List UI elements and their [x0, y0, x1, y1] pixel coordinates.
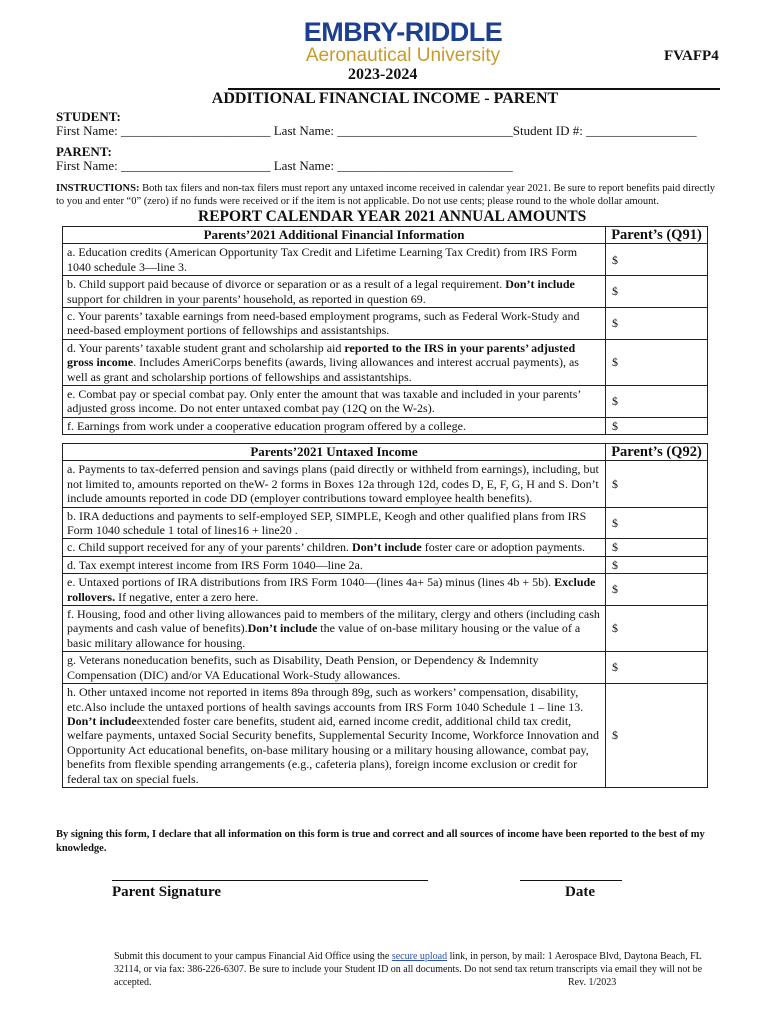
item-text: g. Veterans noneducation benefits, such as Disability, Death Pension, or Dependency & Indemnity Compensation (DIC) and/or VA Educational Work-Study allowances. — [67, 653, 539, 682]
amount-field[interactable]: $ — [606, 276, 708, 308]
item-description — [63, 652, 606, 684]
item-emphasis: Don’t include — [67, 713, 137, 728]
table-header: Parents’2021 Additional Financial Information — [63, 227, 606, 244]
table-row — [63, 308, 708, 340]
footer-text-end: link, in person, by mail: 1 Aerospace Blvd, Daytona Beach, FL 32114, or via fax: 386-226-6307. Be sure to include your Student ID on all documents. Do not send tax return transcripts via email they will not be accepted. — [114, 951, 703, 988]
item-description — [63, 684, 606, 788]
amount-column-header: Parent’s (Q92) — [606, 444, 708, 461]
item-description — [63, 276, 606, 308]
item-text: b. Child support paid because of divorce or separation or as a result of a legal requirement. — [67, 277, 506, 292]
table-row — [63, 684, 708, 788]
form-code: FVAFP4 — [664, 48, 719, 64]
table-row — [63, 507, 708, 539]
amount-field[interactable]: $ — [606, 339, 708, 385]
amount-column-header: Parent’s (Q91) — [606, 227, 708, 244]
table-header-row — [63, 444, 708, 461]
item-text: a. Payments to tax-deferred pension and savings plans (paid directly or withheld from earnings), including, but not limited to, amounts reported on theW- 2 forms in Boxes 12a through 12d, codes D, E, F, G, H and S. Don’t include amounts reported in code DD (employer contributions toward employee health benefits). — [67, 462, 599, 506]
item-description — [63, 308, 606, 340]
university-logo — [290, 18, 516, 66]
logo-wordmark: EMBRY-RIDDLE — [303, 17, 503, 47]
date-label: Date — [565, 884, 595, 900]
item-text-continued: If negative, enter a zero here. — [115, 589, 259, 604]
item-description — [63, 507, 606, 539]
amount-field[interactable]: $ — [606, 386, 708, 418]
date-line[interactable] — [520, 880, 622, 881]
parent-signature-label: Parent Signature — [112, 884, 222, 900]
item-text: f. Earnings from work under a cooperative education program offered by a college. — [67, 418, 466, 433]
secure-upload-link[interactable]: secure upload — [391, 951, 448, 962]
amount-field[interactable]: $ — [606, 539, 708, 556]
table-row — [63, 574, 708, 606]
item-description — [63, 339, 606, 385]
amount-field[interactable]: $ — [606, 606, 708, 652]
aid-year: 2023-2024 — [348, 66, 418, 83]
item-text: a. Education credits (American Opportunity Tax Credit and Lifetime Learning Tax Credit) from IRS Form 1040 schedule 3—line 3. — [67, 245, 578, 274]
amount-field[interactable]: $ — [606, 574, 708, 606]
form-title: ADDITIONAL FINANCIAL INCOME - PARENT — [211, 90, 559, 107]
item-description — [63, 606, 606, 652]
table-row — [63, 244, 708, 276]
submission-instructions — [114, 950, 714, 989]
amount-field[interactable]: $ — [606, 461, 708, 507]
item-text: c. Child support received for any of your parents’ children. — [67, 540, 353, 555]
table-row — [63, 276, 708, 308]
amount-field[interactable]: $ — [606, 244, 708, 276]
parent-signature-line[interactable] — [112, 880, 428, 881]
item-emphasis: Exclude rollovers. — [67, 575, 596, 604]
item-text-continued: . Includes AmeriCorps benefits (awards, living allowances and interest accrual payments), as well as grant and scholarship portions of fellowships and assistantships. — [67, 355, 579, 384]
item-description — [63, 539, 606, 556]
instructions-text: Both tax filers and non-tax filers must report any untaxed income received in calendar year 2021. Be sure to report benefits paid directly to you and enter “0” (zero) if no funds were received or if the item is not applicable. Do not use cents; please round to the whole dollar amount. — [56, 183, 715, 207]
student-section-label: STUDENT: — [56, 109, 121, 124]
item-description — [63, 556, 606, 573]
item-emphasis: reported to the IRS in your parents’ adjusted gross income — [67, 340, 576, 370]
amount-field[interactable]: $ — [606, 684, 708, 788]
untaxed-income-table — [62, 443, 708, 788]
item-text: b. IRA deductions and payments to self-employed SEP, SIMPLE, Keogh and other qualified plans from IRS Form 1040 schedule 1 total of lines16 + line20 . — [67, 508, 587, 538]
item-emphasis: Don’t include — [352, 540, 422, 555]
table-row — [63, 461, 708, 507]
table-header: Parents’2021 Untaxed Income — [63, 444, 606, 461]
footer-text-start: Submit this document to your campus Financial Aid Office using the — [114, 951, 392, 962]
amount-field[interactable]: $ — [606, 507, 708, 539]
amount-field[interactable]: $ — [606, 652, 708, 684]
amount-field[interactable]: $ — [606, 556, 708, 573]
table-row — [63, 606, 708, 652]
instructions — [56, 182, 716, 208]
table-row — [63, 652, 708, 684]
additional-income-table — [62, 226, 708, 435]
declaration-statement: By signing this form, I declare that all information on this form is true and correct and all sources of income have been reported to the best of my knowledge. — [56, 829, 705, 854]
amount-field[interactable]: $ — [606, 417, 708, 434]
table-row — [63, 539, 708, 556]
item-description — [63, 244, 606, 276]
item-text-continued: the value of on-base military housing or the value of a basic military allowance for housing. — [67, 621, 581, 650]
item-text: e. Combat pay or special combat pay. Only enter the amount that was taxable and included in your parents’ adjusted gross income. Do not enter untaxed combat pay (12Q on the W-2s). — [67, 387, 581, 416]
item-text: e. Untaxed portions of IRA distributions from IRS Form 1040—(lines 4a+ 5a) minus (lines 4b + 5b). — [67, 575, 555, 590]
student-name-fields[interactable]: First Name: _______________________ Last Name: ___________________________Student ID #: _________________ — [56, 123, 697, 138]
revision-date: Rev. 1/2023 — [568, 977, 617, 988]
table-row — [63, 339, 708, 385]
table-header-row — [63, 227, 708, 244]
item-emphasis: Don’t include — [505, 277, 575, 292]
item-text-continued: support for children in your parents’ household, as reported in question 69. — [67, 291, 426, 306]
table-row — [63, 417, 708, 434]
parent-section-label: PARENT: — [56, 144, 112, 159]
item-text: h. Other untaxed income not reported in items 89a through 89g, such as workers’ compensation, disability, etc.Also include the untaxed portions of health savings accounts from IRS Form 1040 Schedule 1 – line 13. — [67, 685, 584, 714]
item-text: c. Your parents’ taxable earnings from need-based employment programs, such as Federal Work-Study and need-based employment portions of fellowships and assistantships. — [67, 309, 580, 338]
item-emphasis: Don’t include — [247, 621, 318, 636]
amount-field[interactable]: $ — [606, 308, 708, 340]
parent-name-fields[interactable]: First Name: _______________________ Last Name: ___________________________ — [56, 158, 513, 173]
logo-subtitle: Aeronautical University — [305, 45, 501, 66]
item-description — [63, 574, 606, 606]
item-text: f. Housing, food and other living allowances paid to members of the military, clergy and others (including cash payments and cash value of benefits). — [67, 607, 600, 636]
instructions-label: INSTRUCTIONS: — [56, 183, 140, 194]
item-text: d. Your parents’ taxable student grant and scholarship aid — [67, 340, 345, 355]
item-text: d. Tax exempt interest income from IRS Form 1040—line 2a. — [67, 557, 363, 572]
table-row — [63, 556, 708, 573]
report-title: REPORT CALENDAR YEAR 2021 ANNUAL AMOUNTS — [198, 208, 587, 225]
item-description — [63, 386, 606, 418]
table-row — [63, 386, 708, 418]
item-description — [63, 461, 606, 507]
item-text-continued: extended foster care benefits, student aid, earned income credit, additional child tax credit, welfare payments, untaxed Social Security benefits, Supplemental Security Income, Workforce Innovation and Opportunity Act educational benefits, on-base military housing or a military housing allowance, combat pay, benefits from flexible spending arrangements (e.g., cafeteria plans), foreign income exclusion or credit for federal tax on special fuels. — [67, 713, 599, 786]
item-description — [63, 417, 606, 434]
item-text-continued: foster care or adoption payments. — [421, 540, 585, 555]
